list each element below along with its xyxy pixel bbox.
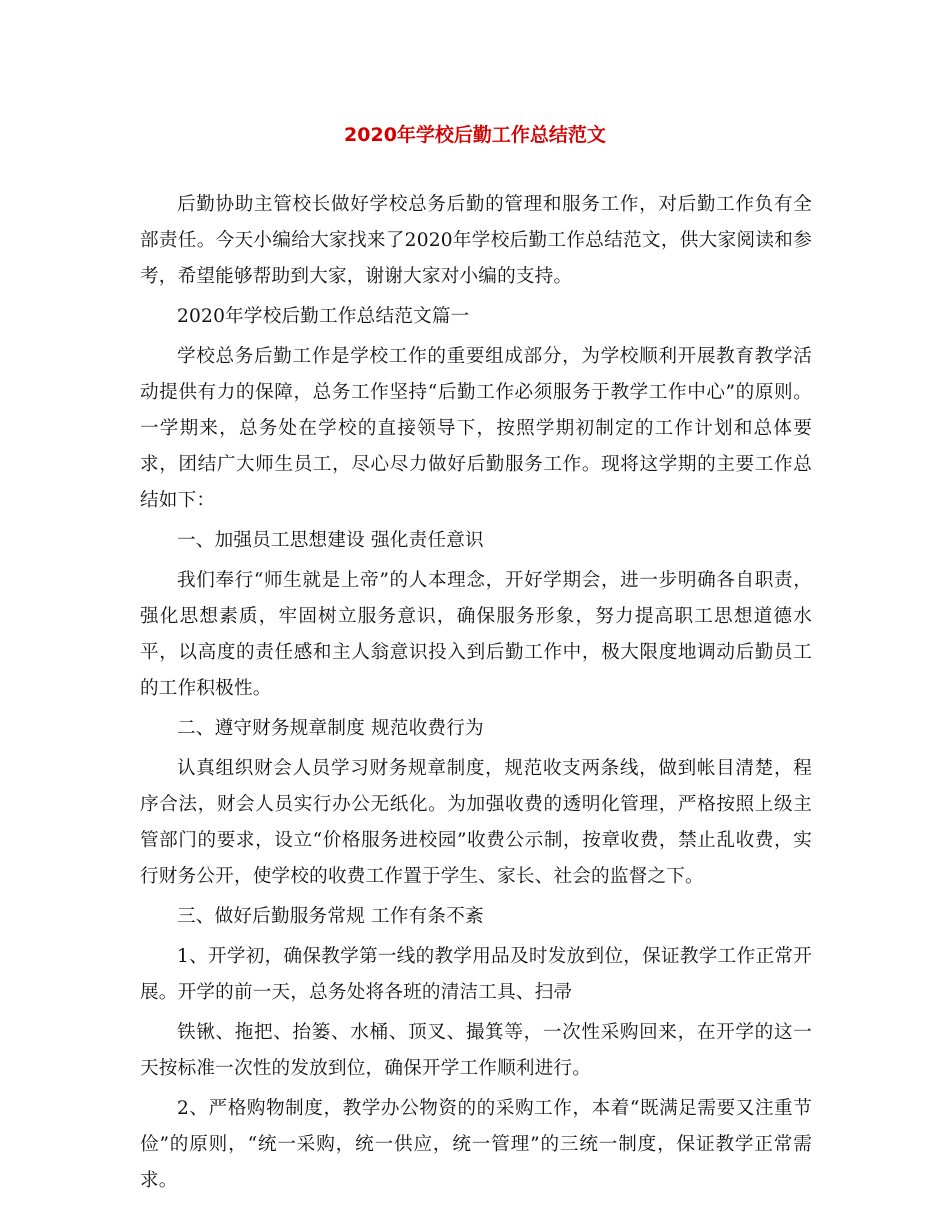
document-body bbox=[140, 187, 812, 1199]
body-paragraph: 学校总务后勤工作是学校工作的重要组成部分，为学校顺利开展教育教学活动提供有力的保障，总务工作坚持“后勤工作必须服务于教学工作中心”的原则。一学期来，总务处在学校的直接领导下，按照学期初制定的工作计划和总体要求，团结广大师生员工，尽心尽力做好后勤服务工作。现将这学期的主要工作总结如下： bbox=[140, 346, 812, 511]
body-paragraph: 铁锹、拖把、抬篓、水桶、顶叉、撮箕等，一次性采购回来，在开学的这一天按标准一次性的发放到位，确保开学工作顺利进行。 bbox=[140, 1022, 812, 1079]
section-heading: 2020年学校后勤工作总结范文篇一 bbox=[177, 306, 470, 327]
intro-paragraph: 后勤协助主管校长做好学校总务后勤的管理和服务工作，对后勤工作负有全部责任。今天小编给大家找来了2020年学校后勤工作总结范文，供大家阅读和参考，希望能够帮助到大家，谢谢大家对小编的支持。 bbox=[140, 194, 812, 287]
section-heading: 一、加强员工思想建设 强化责任意识 bbox=[177, 530, 484, 551]
section-heading: 二、遵守财务规章制度 规范收费行为 bbox=[177, 718, 484, 739]
body-paragraph: 我们奉行“师生就是上帝”的人本理念，开好学期会，进一步明确各自职责，强化思想素质，牢固树立服务意识，确保服务形象，努力提高职工思想道德水平，以高度的责任感和主人翁意识投入到后勤工作中，极大限度地调动后勤员工的工作积极性。 bbox=[140, 570, 812, 699]
body-paragraph: 1、开学初，确保教学第一线的教学用品及时发放到位，保证教学工作正常开展。开学的前一天，总务处将各班的清洁工具、扫帚 bbox=[140, 946, 812, 1003]
section-heading: 三、做好后勤服务常规 工作有条不紊 bbox=[177, 906, 484, 927]
body-paragraph: 2、严格购物制度，教学办公物资的的采购工作，本着“既满足需要又注重节俭”的原则，“统一采购，统一供应，统一管理”的三统一制度，保证教学正常需求。 bbox=[140, 1098, 812, 1191]
document-title: 2020年学校后勤工作总结范文 bbox=[344, 124, 606, 146]
body-paragraph: 认真组织财会人员学习财务规章制度，规范收支两条线，做到帐目清楚，程序合法，财会人员实行办公无纸化。为加强收费的透明化管理，严格按照上级主管部门的要求，设立“价格服务进校园”收费公示制，按章收费，禁止乱收费，实行财务公开，使学校的收费工作置于学生、家长、社会的监督之下。 bbox=[140, 758, 812, 887]
